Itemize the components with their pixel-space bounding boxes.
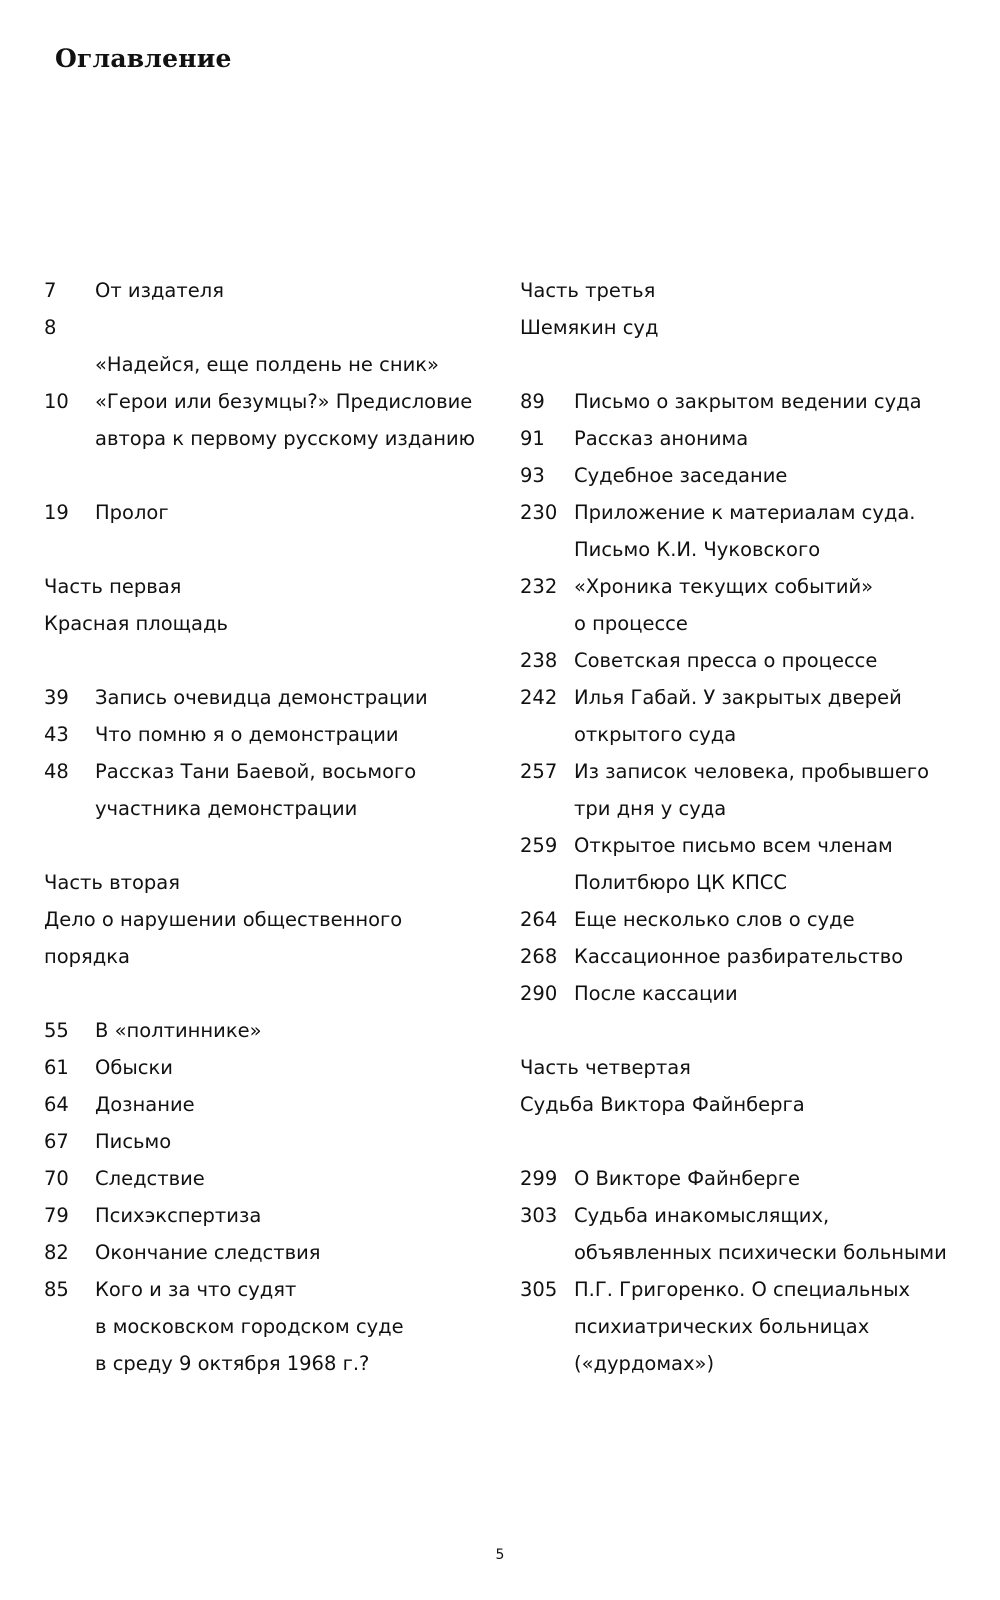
toc-entry bbox=[44, 272, 484, 309]
toc-entry bbox=[520, 531, 980, 568]
toc-page-number: 238 bbox=[520, 649, 558, 672]
toc-entry-title: Открытое письмо всем членам bbox=[574, 834, 893, 857]
toc-entry bbox=[520, 457, 980, 494]
toc-page-number: 290 bbox=[520, 982, 558, 1005]
toc-entry bbox=[520, 864, 980, 901]
toc-entry-title: участника демонстрации bbox=[95, 797, 358, 820]
toc-page-number: 93 bbox=[520, 464, 545, 487]
toc-page-number: 230 bbox=[520, 501, 558, 524]
toc-page-number: 257 bbox=[520, 760, 558, 783]
toc-entry bbox=[44, 1049, 484, 1086]
section-heading-text: Часть первая bbox=[44, 575, 182, 598]
toc-spacer bbox=[44, 642, 484, 679]
toc-page-number: 70 bbox=[44, 1167, 69, 1190]
toc-section-heading bbox=[44, 938, 484, 975]
toc-entry bbox=[44, 1160, 484, 1197]
toc-page-number: 82 bbox=[44, 1241, 69, 1264]
toc-entry bbox=[520, 938, 980, 975]
toc-entry-title: Психэкспертиза bbox=[95, 1204, 262, 1227]
toc-page-number: 242 bbox=[520, 686, 558, 709]
page-title: Оглавление bbox=[55, 44, 232, 73]
toc-entry bbox=[44, 309, 484, 346]
toc-entry bbox=[520, 605, 980, 642]
toc-entry-title: Илья Габай. У закрытых дверей bbox=[574, 686, 902, 709]
toc-spacer bbox=[520, 1123, 980, 1160]
toc-entry bbox=[520, 383, 980, 420]
section-heading-text: Судьба Виктора Файнберга bbox=[520, 1093, 805, 1116]
toc-page-number: 19 bbox=[44, 501, 69, 524]
toc-entry-title: В «полтиннике» bbox=[95, 1019, 262, 1042]
toc-entry bbox=[520, 716, 980, 753]
toc-page-number: 10 bbox=[44, 390, 69, 413]
toc-entry-title: Письмо о закрытом ведении суда bbox=[574, 390, 922, 413]
toc-section-heading bbox=[520, 1049, 980, 1086]
toc-page-number: 305 bbox=[520, 1278, 558, 1301]
toc-entry bbox=[44, 679, 484, 716]
toc-entry-title: Политбюро ЦК КПСС bbox=[574, 871, 787, 894]
toc-entry-title: Еще несколько слов о суде bbox=[574, 908, 855, 931]
toc-page-number: 48 bbox=[44, 760, 69, 783]
toc-entry-title: в среду 9 октября 1968 г.? bbox=[95, 1352, 370, 1375]
toc-entry-title: Письмо bbox=[95, 1130, 172, 1153]
toc-entry-title: Запись очевидца демонстрации bbox=[95, 686, 428, 709]
toc-entry bbox=[520, 790, 980, 827]
toc-entry bbox=[520, 1271, 980, 1308]
toc-entry-title: открытого суда bbox=[574, 723, 737, 746]
toc-entry-title: Дознание bbox=[95, 1093, 195, 1116]
toc-section-heading bbox=[44, 568, 484, 605]
toc-entry-title: Судьба инакомыслящих, bbox=[574, 1204, 830, 1227]
toc-entry-title: Письмо К.И. Чуковского bbox=[574, 538, 821, 561]
toc-entry bbox=[44, 716, 484, 753]
section-heading-text: Шемякин суд bbox=[520, 316, 659, 339]
toc-spacer bbox=[44, 827, 484, 864]
toc-entry-title: три дня у суда bbox=[574, 797, 727, 820]
toc-entry-title: («дурдомах») bbox=[574, 1352, 715, 1375]
toc-entry-title: Рассказ анонима bbox=[574, 427, 749, 450]
toc-entry-title: «Хроника текущих событий» bbox=[574, 575, 874, 598]
toc-entry bbox=[520, 827, 980, 864]
toc-page-number: 303 bbox=[520, 1204, 558, 1227]
toc-spacer bbox=[44, 457, 484, 494]
toc-spacer bbox=[44, 531, 484, 568]
toc-entry bbox=[44, 1123, 484, 1160]
toc-entry-title: П.Г. Григоренко. О специальных bbox=[574, 1278, 911, 1301]
toc-entry bbox=[520, 1160, 980, 1197]
toc-entry-title: Советская пресса о процессе bbox=[574, 649, 878, 672]
toc-entry-title: Рассказ Тани Баевой, восьмого bbox=[95, 760, 417, 783]
toc-spacer bbox=[520, 346, 980, 383]
toc-page-number: 299 bbox=[520, 1167, 558, 1190]
toc-entry bbox=[44, 753, 484, 790]
toc-page-number: 67 bbox=[44, 1130, 69, 1153]
toc-page-number: 259 bbox=[520, 834, 558, 857]
toc-page-number: 55 bbox=[44, 1019, 69, 1042]
toc-entry-title: О Викторе Файнберге bbox=[574, 1167, 801, 1190]
toc-entry-title: Обыски bbox=[95, 1056, 173, 1079]
toc-entry-title: в московском городском суде bbox=[95, 1315, 404, 1338]
toc-page-number: 39 bbox=[44, 686, 69, 709]
toc-entry-title: Из записок человека, пробывшего bbox=[574, 760, 930, 783]
toc-page-number: 264 bbox=[520, 908, 558, 931]
toc-left-column bbox=[44, 272, 484, 1382]
toc-entry bbox=[520, 1308, 980, 1345]
toc-entry bbox=[520, 568, 980, 605]
toc-entry bbox=[44, 1345, 484, 1382]
toc-entry-title: Приложение к материалам суда. bbox=[574, 501, 916, 524]
section-heading-text: Дело о нарушении общественного bbox=[44, 908, 403, 931]
toc-page-number: 43 bbox=[44, 723, 69, 746]
toc-entry bbox=[520, 642, 980, 679]
toc-entry bbox=[520, 753, 980, 790]
toc-entry-title: От издателя bbox=[95, 279, 224, 302]
toc-entry bbox=[520, 1197, 980, 1234]
toc-entry-title: «Герои или безумцы?» Предисловие bbox=[95, 390, 473, 413]
toc-page-number: 91 bbox=[520, 427, 545, 450]
toc-section-heading bbox=[44, 864, 484, 901]
toc-spacer bbox=[44, 975, 484, 1012]
toc-entry-title: автора к первому русскому изданию bbox=[95, 427, 476, 450]
toc-spacer bbox=[520, 1012, 980, 1049]
toc-entry bbox=[520, 1234, 980, 1271]
toc-entry-title: «Надейся, еще полдень не сник» bbox=[95, 353, 439, 376]
toc-entry-title: Окончание следствия bbox=[95, 1241, 321, 1264]
toc-page-number: 268 bbox=[520, 945, 558, 968]
toc-entry bbox=[44, 494, 484, 531]
toc-entry-title: После кассации bbox=[574, 982, 738, 1005]
toc-entry bbox=[520, 679, 980, 716]
toc-page-number: 7 bbox=[44, 279, 57, 302]
toc-entry bbox=[520, 975, 980, 1012]
toc-entry-title: о процессе bbox=[574, 612, 688, 635]
toc-entry bbox=[44, 383, 484, 420]
section-heading-text: порядка bbox=[44, 945, 130, 968]
toc-entry-title: Судебное заседание bbox=[574, 464, 788, 487]
toc-page-number: 85 bbox=[44, 1278, 69, 1301]
toc-entry-title: Кого и за что судят bbox=[95, 1278, 297, 1301]
toc-section-heading bbox=[44, 605, 484, 642]
toc-entry-title: объявленных психически больными bbox=[574, 1241, 947, 1264]
toc-entry bbox=[44, 1308, 484, 1345]
toc-entry bbox=[44, 1234, 484, 1271]
toc-entry bbox=[520, 494, 980, 531]
section-heading-text: Часть четвертая bbox=[520, 1056, 691, 1079]
toc-entry-title: Пролог bbox=[95, 501, 169, 524]
toc-entry bbox=[44, 1086, 484, 1123]
toc-page-number: 61 bbox=[44, 1056, 69, 1079]
page-number: 5 bbox=[495, 1547, 505, 1563]
toc-entry bbox=[44, 1012, 484, 1049]
toc-page-number: 8 bbox=[44, 316, 57, 339]
toc-entry bbox=[44, 346, 484, 383]
toc-section-heading bbox=[520, 309, 980, 346]
section-heading-text: Красная площадь bbox=[44, 612, 228, 635]
toc-entry bbox=[44, 1271, 484, 1308]
toc-page-number: 89 bbox=[520, 390, 545, 413]
toc-entry bbox=[44, 790, 484, 827]
toc-page-number: 79 bbox=[44, 1204, 69, 1227]
toc-entry bbox=[520, 1345, 980, 1382]
toc-entry bbox=[520, 901, 980, 938]
toc-entry-title: Следствие bbox=[95, 1167, 205, 1190]
toc-section-heading bbox=[520, 272, 980, 309]
toc-entry-title: Что помню я о демонстрации bbox=[95, 723, 399, 746]
toc-section-heading bbox=[44, 901, 484, 938]
toc-entry bbox=[44, 420, 484, 457]
section-heading-text: Часть третья bbox=[520, 279, 656, 302]
section-heading-text: Часть вторая bbox=[44, 871, 180, 894]
toc-entry-title: Кассационное разбирательство bbox=[574, 945, 904, 968]
toc-right-column bbox=[520, 272, 980, 1382]
toc-entry bbox=[520, 420, 980, 457]
toc-entry bbox=[44, 1197, 484, 1234]
toc-page-number: 64 bbox=[44, 1093, 69, 1116]
toc-entry-title: психиатрических больницах bbox=[574, 1315, 870, 1338]
toc-page-number: 232 bbox=[520, 575, 558, 598]
toc-section-heading bbox=[520, 1086, 980, 1123]
